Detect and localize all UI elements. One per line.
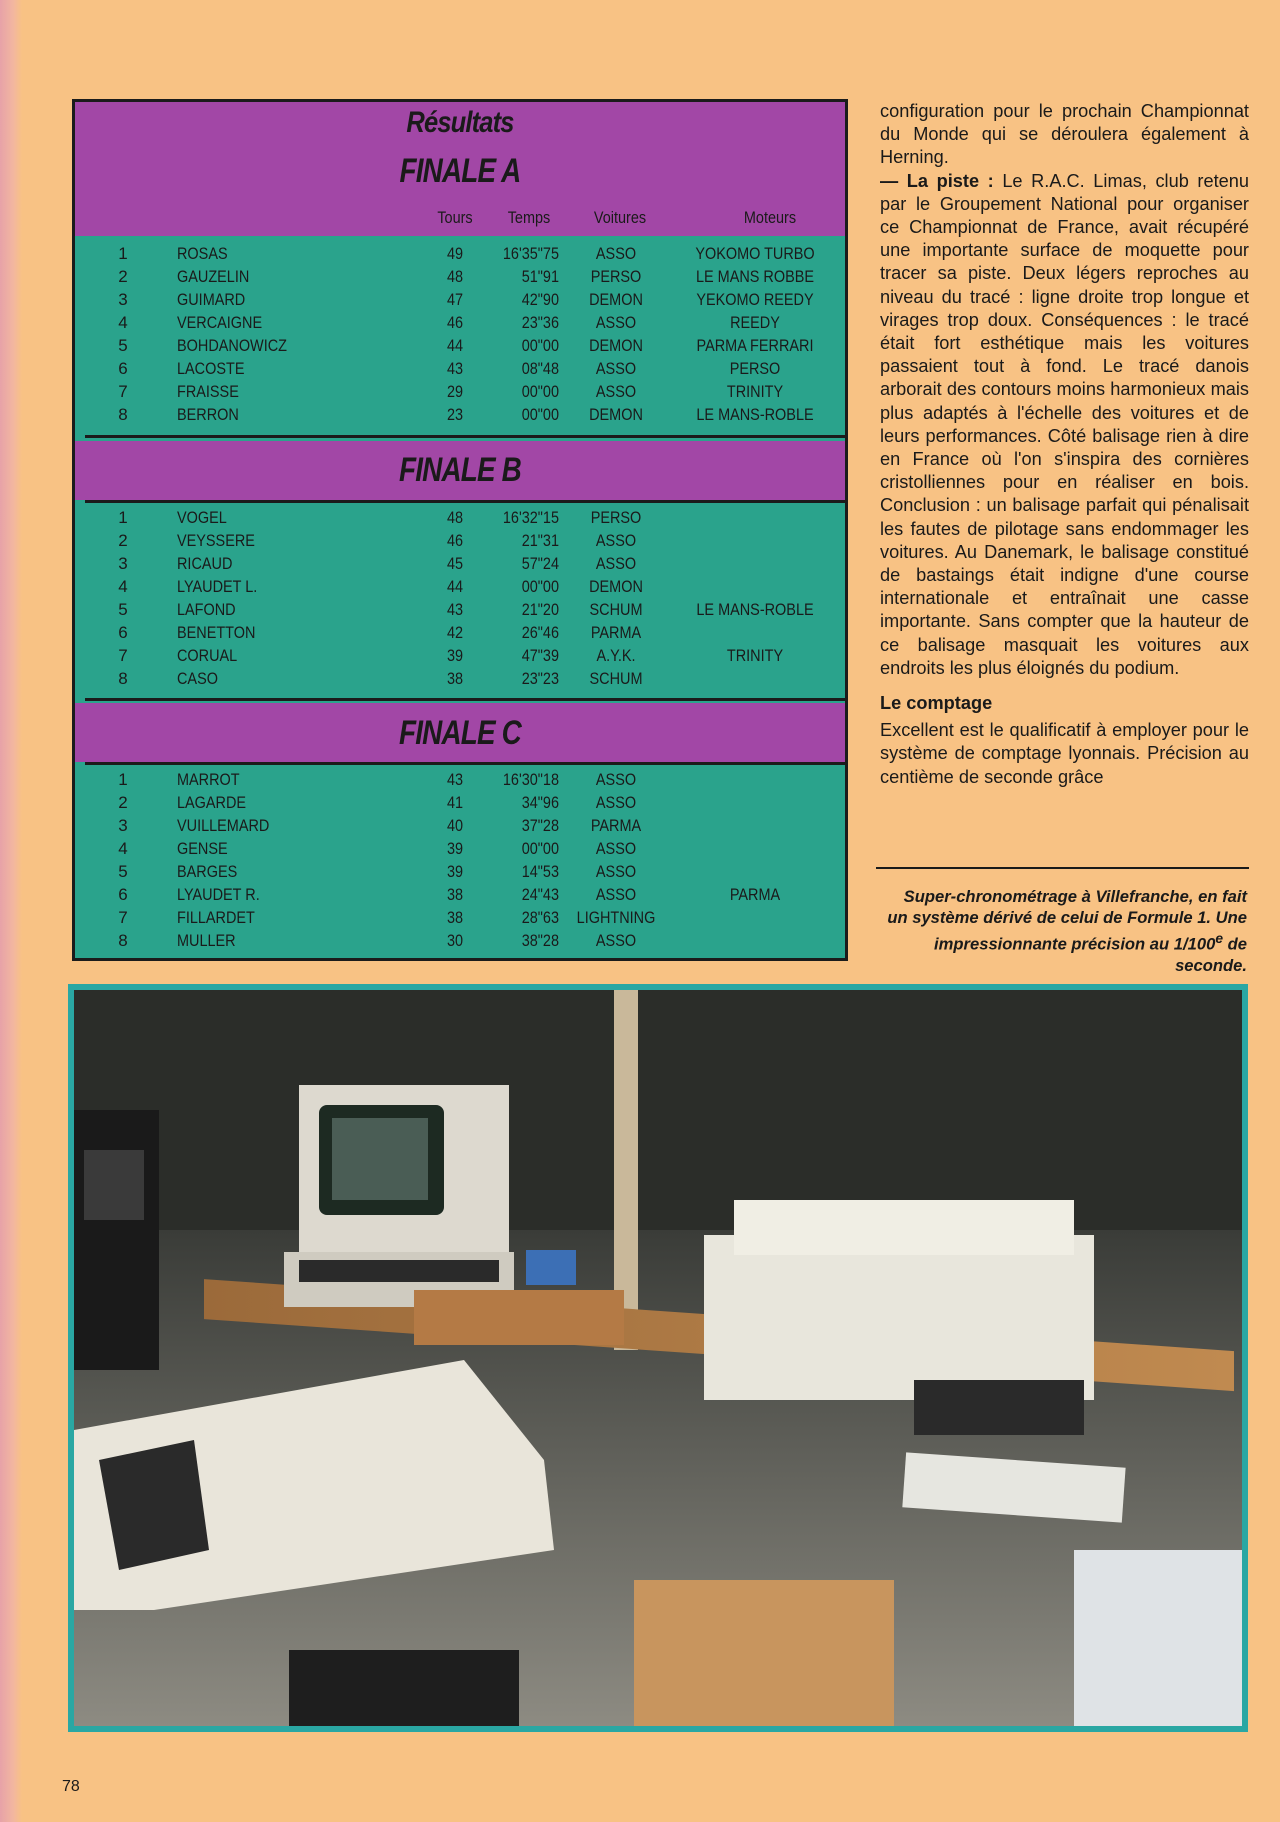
position-cell: 3	[118, 816, 128, 835]
time-cell: 16'30"18	[502, 770, 559, 789]
article-text	[880, 100, 1249, 789]
time-cell: 00"00	[521, 839, 559, 858]
table-row	[75, 860, 845, 883]
car-cell: PARMA	[590, 816, 642, 835]
position-cell: 8	[118, 405, 128, 424]
table-row	[75, 529, 845, 552]
time-cell: 14"53	[521, 862, 559, 881]
laps-cell: 39	[446, 839, 464, 858]
time-cell: 00"00	[521, 577, 559, 596]
table-row	[75, 357, 845, 380]
photo-illustration	[74, 990, 1242, 1726]
laps-cell: 49	[446, 244, 464, 263]
driver-name-cell: MARROT	[177, 770, 240, 789]
table-row	[75, 667, 845, 690]
laps-cell: 48	[446, 267, 464, 286]
table-row	[75, 791, 845, 814]
table-row	[75, 242, 845, 265]
table-row	[75, 906, 845, 929]
table-row	[75, 265, 845, 288]
car-cell: ASSO	[595, 885, 637, 904]
time-cell: 16'32"15	[502, 508, 559, 527]
laps-cell: 43	[446, 359, 464, 378]
table-row	[75, 403, 845, 426]
car-cell: ASSO	[595, 554, 637, 573]
time-cell: 21"20	[521, 600, 559, 619]
column-header-moteurs: Moteurs	[743, 208, 797, 227]
position-cell: 2	[118, 793, 128, 812]
time-cell: 47"39	[521, 646, 559, 665]
car-cell: ASSO	[595, 244, 637, 263]
driver-name-cell: GAUZELIN	[177, 267, 250, 286]
driver-name-cell: FILLARDET	[177, 908, 255, 927]
laps-cell: 48	[446, 508, 464, 527]
position-cell: 7	[118, 382, 128, 401]
time-cell: 23"36	[521, 313, 559, 332]
caption-text: Super-chronométrage à Villefranche, en fait un système dérivé de celui de Formule 1. Une impressionnante précision au 1/100	[887, 887, 1247, 954]
laps-cell: 40	[446, 816, 464, 835]
engine-cell: LE MANS ROBBE	[695, 267, 815, 286]
table-row	[75, 598, 845, 621]
engine-cell: TRINITY	[726, 646, 784, 665]
engine-cell: LE MANS-ROBLE	[696, 600, 814, 619]
table-row	[75, 506, 845, 529]
time-cell: 26"46	[521, 623, 559, 642]
driver-name-cell: BARGES	[177, 862, 238, 881]
time-cell: 57"24	[521, 554, 559, 573]
position-cell: 6	[118, 885, 128, 904]
table-row	[75, 311, 845, 334]
time-cell: 00"00	[521, 336, 559, 355]
driver-name-cell: RICAUD	[177, 554, 233, 573]
table-row	[75, 334, 845, 357]
car-cell: DEMON	[589, 336, 643, 355]
driver-name-cell: ROSAS	[177, 244, 228, 263]
laps-cell: 44	[446, 336, 464, 355]
driver-name-cell: VUILLEMARD	[177, 816, 270, 835]
laps-cell: 43	[446, 600, 464, 619]
car-cell: DEMON	[589, 577, 643, 596]
position-cell: 3	[118, 290, 128, 309]
laps-cell: 42	[446, 623, 464, 642]
time-cell: 37"28	[521, 816, 559, 835]
finale-a-rows	[75, 242, 845, 426]
finale-c-title: FINALE C	[398, 714, 522, 752]
car-cell: DEMON	[589, 290, 643, 309]
finale-b-title: FINALE B	[398, 451, 522, 489]
time-cell: 24"43	[521, 885, 559, 904]
car-cell: SCHUM	[589, 600, 643, 619]
car-cell: A.Y.K.	[596, 646, 636, 665]
column-header-tours: Tours	[437, 208, 473, 227]
driver-name-cell: VERCAIGNE	[177, 313, 263, 332]
table-row	[75, 814, 845, 837]
car-cell: ASSO	[595, 770, 637, 789]
position-cell: 1	[118, 508, 128, 527]
table-row	[75, 837, 845, 860]
page-number: 78	[62, 1778, 80, 1795]
car-cell: PARMA	[590, 623, 642, 642]
table-row	[75, 552, 845, 575]
position-cell: 8	[118, 669, 128, 688]
car-cell: PERSO	[590, 508, 642, 527]
laps-cell: 38	[446, 669, 464, 688]
car-cell: LIGHTNING	[576, 908, 656, 927]
page-edge	[0, 0, 22, 1822]
laps-cell: 39	[446, 862, 464, 881]
position-cell: 4	[118, 313, 128, 332]
caption-superscript: e	[1215, 930, 1224, 946]
driver-name-cell: CORUAL	[177, 646, 238, 665]
position-cell: 3	[118, 554, 128, 573]
driver-name-cell: VEYSSERE	[177, 531, 255, 550]
laps-cell: 29	[446, 382, 464, 401]
car-cell: SCHUM	[589, 669, 643, 688]
car-cell: ASSO	[595, 531, 637, 550]
driver-name-cell: BOHDANOWICZ	[177, 336, 287, 355]
position-cell: 8	[118, 931, 128, 950]
engine-cell: YOKOMO TURBO	[695, 244, 815, 263]
finale-a-title: FINALE A	[399, 152, 521, 190]
engine-cell: LE MANS-ROBLE	[696, 405, 814, 424]
laps-cell: 38	[446, 908, 464, 927]
table-row	[75, 883, 845, 906]
column-header-temps: Temps	[507, 208, 551, 227]
section-rule	[85, 500, 845, 503]
car-cell: ASSO	[595, 839, 637, 858]
section-rule	[85, 698, 845, 701]
driver-name-cell: LYAUDET L.	[177, 577, 258, 596]
laps-cell: 38	[446, 885, 464, 904]
laps-cell: 47	[446, 290, 464, 309]
laps-cell: 45	[446, 554, 464, 573]
position-cell: 7	[118, 646, 128, 665]
driver-name-cell: GENSE	[177, 839, 228, 858]
time-cell: 28"63	[521, 908, 559, 927]
driver-name-cell: MULLER	[177, 931, 236, 950]
position-cell: 4	[118, 839, 128, 858]
position-cell: 6	[118, 623, 128, 642]
car-cell: DEMON	[589, 405, 643, 424]
engine-cell: PERSO	[729, 359, 781, 378]
time-cell: 00"00	[521, 382, 559, 401]
time-cell: 21"31	[521, 531, 559, 550]
position-cell: 2	[118, 531, 128, 550]
table-row	[75, 621, 845, 644]
car-cell: ASSO	[595, 862, 637, 881]
engine-cell: TRINITY	[726, 382, 784, 401]
laps-cell: 43	[446, 770, 464, 789]
table-row	[75, 288, 845, 311]
time-cell: 51"91	[521, 267, 559, 286]
section-rule	[85, 435, 845, 438]
position-cell: 7	[118, 908, 128, 927]
laps-cell: 44	[446, 577, 464, 596]
engine-cell: PARMA	[729, 885, 781, 904]
driver-name-cell: FRAISSE	[177, 382, 239, 401]
car-cell: ASSO	[595, 793, 637, 812]
position-cell: 4	[118, 577, 128, 596]
position-cell: 6	[118, 359, 128, 378]
time-cell: 16'35"75	[502, 244, 559, 263]
article-paragraph-2-lead: — La piste :	[880, 170, 994, 191]
driver-name-cell: GUIMARD	[177, 290, 246, 309]
printer-shape	[704, 1235, 1094, 1400]
car-cell: ASSO	[595, 359, 637, 378]
time-cell: 42"90	[521, 290, 559, 309]
position-cell: 5	[118, 862, 128, 881]
results-table	[72, 99, 848, 961]
time-cell: 38"28	[521, 931, 559, 950]
laps-cell: 30	[446, 931, 464, 950]
table-row	[75, 768, 845, 791]
section-rule	[85, 762, 845, 765]
column-header-voitures: Voitures	[593, 208, 647, 227]
caption-tail: de seconde.	[1175, 934, 1247, 975]
position-cell: 5	[118, 336, 128, 355]
position-cell: 2	[118, 267, 128, 286]
laps-cell: 39	[446, 646, 464, 665]
photo-caption	[880, 886, 1247, 976]
time-cell: 00"00	[521, 405, 559, 424]
laps-cell: 46	[446, 313, 464, 332]
driver-name-cell: BENETTON	[177, 623, 256, 642]
position-cell: 1	[118, 244, 128, 263]
driver-name-cell: VOGEL	[177, 508, 227, 527]
laps-cell: 41	[446, 793, 464, 812]
table-row	[75, 929, 845, 952]
table-row	[75, 575, 845, 598]
engine-cell: REEDY	[730, 313, 780, 332]
position-cell: 5	[118, 600, 128, 619]
article-paragraph-1: configuration pour le prochain Championnat du Monde qui se déroulera également à Herning.	[880, 101, 1249, 168]
driver-name-cell: LAGARDE	[177, 793, 247, 812]
time-cell: 23"23	[521, 669, 559, 688]
table-row	[75, 644, 845, 667]
time-cell: 34"96	[521, 793, 559, 812]
article-paragraph-3: Excellent est le qualificatif à employer pour le système de comptage lyonnais. Précision au centième de seconde grâce	[880, 720, 1249, 787]
article-subheading: Le comptage	[880, 693, 993, 714]
engine-cell: PARMA FERRARI	[696, 336, 814, 355]
driver-name-cell: CASO	[177, 669, 218, 688]
laps-cell: 23	[446, 405, 464, 424]
driver-name-cell: BERRON	[177, 405, 239, 424]
finale-b-rows	[75, 506, 845, 690]
caption-rule	[876, 867, 1249, 869]
car-cell: ASSO	[595, 931, 637, 950]
results-title: Résultats	[406, 106, 514, 139]
position-cell: 1	[118, 770, 128, 789]
laps-cell: 46	[446, 531, 464, 550]
driver-name-cell: LAFOND	[177, 600, 236, 619]
car-cell: ASSO	[595, 382, 637, 401]
finale-c-rows	[75, 768, 845, 952]
car-cell: PERSO	[590, 267, 642, 286]
engine-cell: YEKOMO REEDY	[696, 290, 814, 309]
driver-name-cell: LACOSTE	[177, 359, 245, 378]
article-paragraph-2-body: Le R.A.C. Limas, club retenu par le Groupement National pour organiser ce Championnat de France, avait récupéré une importante surface de moquette pour tracer sa piste. Deux légers reproches au niveau du tracé : ligne droite trop longue et virages trop doux. Conséquences : le tracé était fort esthétique mais les voitures passaient tout à fond. Le tracé danois arborait des contours moins harmonieux mais plus adaptés à l'échelle des voitures et de leurs performances. Côté balisage rien à dire en France où l'on s'inspira des cornières cristolliennes pour en réaliser en bois. Conclusion : un balisage parfait qui pénalisait les fautes de pilotage sans endommager les voitures. Au Danemark, le balisage constitué de bastaings était indigne d'une course internationale et entraînait une casse importante. Sans compter que la hauteur de ce balisage masquait les voitures aux endroits les plus éloignés du podium.	[880, 170, 1249, 678]
timing-equipment-photo	[68, 984, 1248, 1732]
table-row	[75, 380, 845, 403]
time-cell: 08"48	[521, 359, 559, 378]
article-paragraph-2	[880, 170, 1249, 680]
car-cell: ASSO	[595, 313, 637, 332]
driver-name-cell: LYAUDET R.	[177, 885, 260, 904]
